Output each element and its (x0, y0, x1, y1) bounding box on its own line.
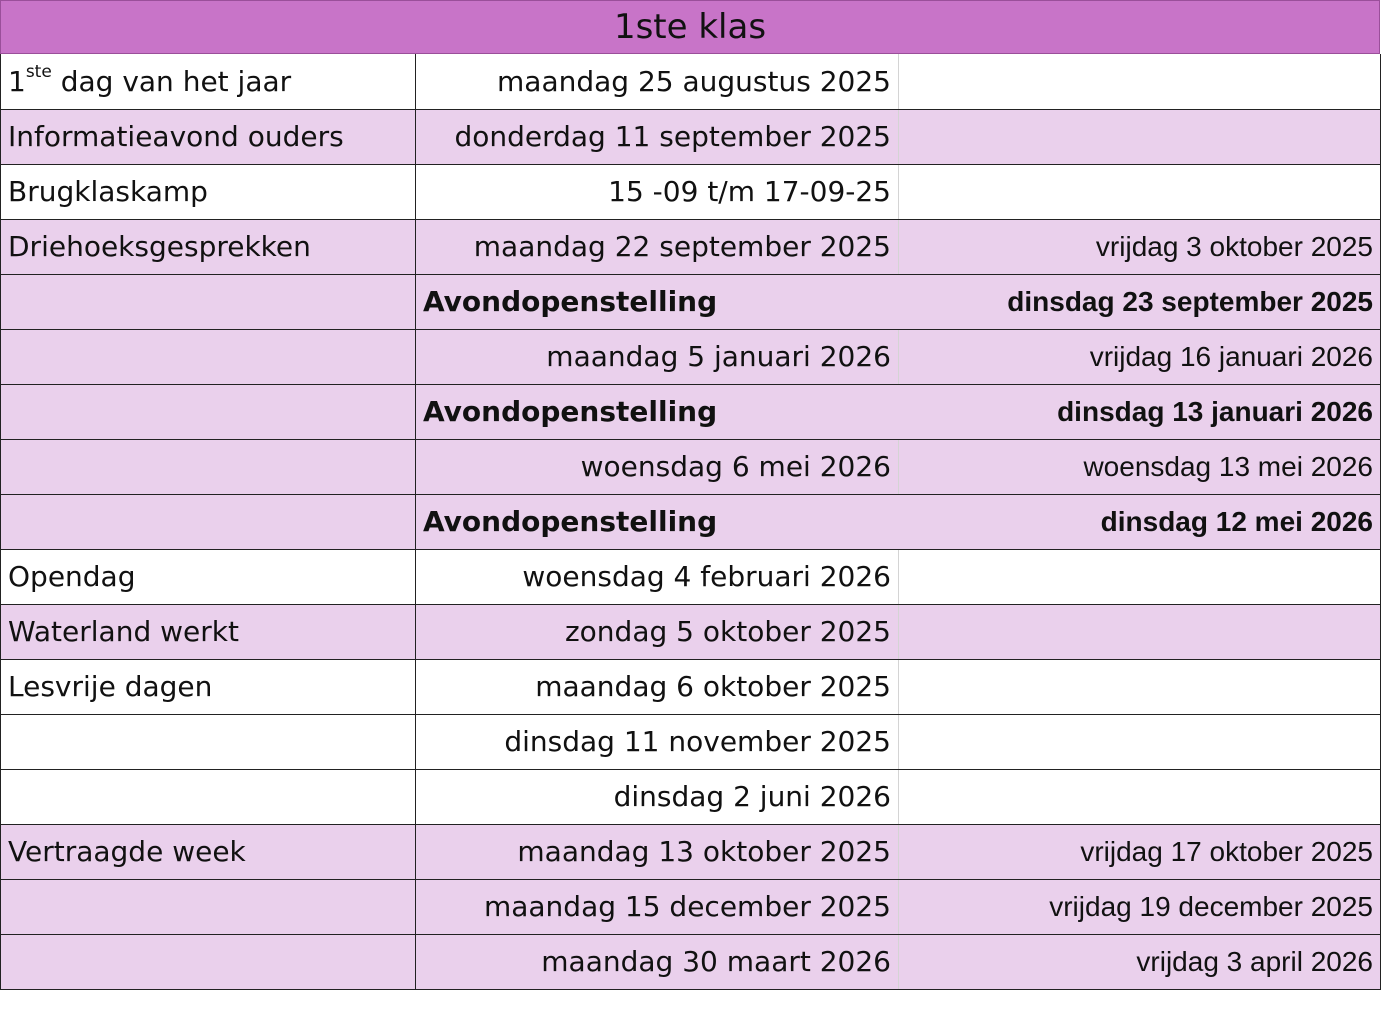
row-label-text: dag van het jaar (51, 64, 292, 98)
end-date-cell[interactable]: vrijdag 19 december 2025 (899, 879, 1381, 934)
table-row (1, 769, 1381, 824)
row-label-cell[interactable] (1, 384, 416, 439)
end-date-cell[interactable] (899, 549, 1381, 604)
start-date-cell[interactable]: maandag 25 augustus 2025 (416, 54, 899, 109)
end-date-cell[interactable] (899, 164, 1381, 219)
evening-opening-label[interactable]: Avondopenstelling (416, 274, 899, 329)
table-row (1, 439, 1381, 494)
start-date-cell[interactable]: woensdag 4 februari 2026 (416, 549, 899, 604)
end-date-cell[interactable]: vrijdag 17 oktober 2025 (899, 824, 1381, 879)
table-row (1, 164, 1381, 219)
row-label-cell[interactable]: Lesvrije dagen (1, 659, 416, 714)
row-label-cell[interactable]: Waterland werkt (1, 604, 416, 659)
row-label-cell[interactable] (1, 54, 416, 109)
table-row (1, 549, 1381, 604)
end-date-cell[interactable] (899, 109, 1381, 164)
row-label-ordinal: ste (25, 61, 52, 82)
table-row (1, 384, 1381, 439)
table-row (1, 934, 1381, 989)
row-label-cell[interactable]: Vertraagde week (1, 824, 416, 879)
end-date-cell[interactable]: vrijdag 16 januari 2026 (899, 329, 1381, 384)
table-row (1, 274, 1381, 329)
start-date-cell[interactable]: 15 -09 t/m 17-09-25 (416, 164, 899, 219)
sheet-title: 1ste klas (0, 0, 1380, 54)
evening-opening-label[interactable]: Avondopenstelling (416, 494, 899, 549)
row-label-cell[interactable] (1, 934, 416, 989)
table-row (1, 494, 1381, 549)
table-row (1, 604, 1381, 659)
start-date-cell[interactable]: dinsdag 11 november 2025 (416, 714, 899, 769)
start-date-cell[interactable]: donderdag 11 september 2025 (416, 109, 899, 164)
row-label-cell[interactable]: Opendag (1, 549, 416, 604)
row-label-cell[interactable]: Brugklaskamp (1, 164, 416, 219)
evening-opening-date[interactable]: dinsdag 12 mei 2026 (899, 494, 1381, 549)
end-date-cell[interactable] (899, 659, 1381, 714)
table-row (1, 109, 1381, 164)
start-date-cell[interactable]: maandag 15 december 2025 (416, 879, 899, 934)
table-row (1, 659, 1381, 714)
start-date-cell[interactable]: zondag 5 oktober 2025 (416, 604, 899, 659)
end-date-cell[interactable] (899, 54, 1381, 109)
row-label-cell[interactable] (1, 274, 416, 329)
end-date-cell[interactable] (899, 714, 1381, 769)
start-date-cell[interactable]: woensdag 6 mei 2026 (416, 439, 899, 494)
start-date-cell[interactable]: maandag 6 oktober 2025 (416, 659, 899, 714)
table-row (1, 54, 1381, 109)
row-label-cell[interactable] (1, 714, 416, 769)
evening-opening-date[interactable]: dinsdag 23 september 2025 (899, 274, 1381, 329)
end-date-cell[interactable]: vrijdag 3 april 2026 (899, 934, 1381, 989)
row-label-cell[interactable] (1, 769, 416, 824)
end-date-cell[interactable] (899, 769, 1381, 824)
start-date-cell[interactable]: maandag 22 september 2025 (416, 219, 899, 274)
table-row (1, 824, 1381, 879)
row-label-number: 1 (8, 64, 26, 98)
start-date-cell[interactable]: dinsdag 2 juni 2026 (416, 769, 899, 824)
row-label-cell[interactable] (1, 439, 416, 494)
table-row (1, 329, 1381, 384)
evening-opening-date[interactable]: dinsdag 13 januari 2026 (899, 384, 1381, 439)
evening-opening-label[interactable]: Avondopenstelling (416, 384, 899, 439)
end-date-cell[interactable] (899, 604, 1381, 659)
end-date-cell[interactable]: vrijdag 3 oktober 2025 (899, 219, 1381, 274)
end-date-cell[interactable]: woensdag 13 mei 2026 (899, 439, 1381, 494)
row-label-cell[interactable] (1, 879, 416, 934)
table-row (1, 714, 1381, 769)
start-date-cell[interactable]: maandag 30 maart 2026 (416, 934, 899, 989)
row-label-cell[interactable] (1, 494, 416, 549)
schedule-rows (1, 54, 1381, 989)
row-label-cell[interactable]: Driehoeksgesprekken (1, 219, 416, 274)
row-label-cell[interactable]: Informatieavond ouders (1, 109, 416, 164)
schedule-table (0, 54, 1381, 990)
table-row (1, 219, 1381, 274)
start-date-cell[interactable]: maandag 13 oktober 2025 (416, 824, 899, 879)
start-date-cell[interactable]: maandag 5 januari 2026 (416, 329, 899, 384)
table-row (1, 879, 1381, 934)
row-label-cell[interactable] (1, 329, 416, 384)
